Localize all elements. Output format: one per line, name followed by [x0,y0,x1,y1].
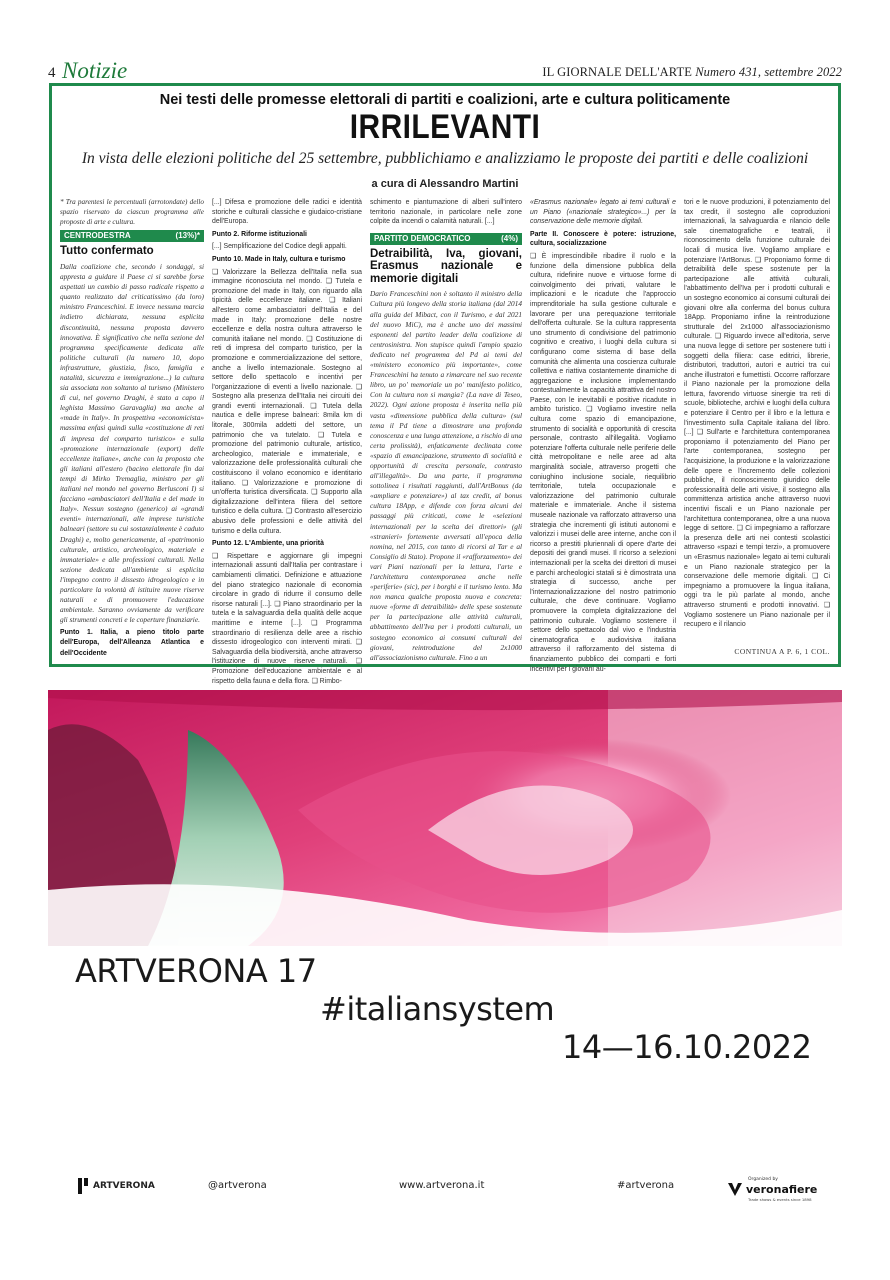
col2-point-2: Punto 2. Riforme istituzionali [212,230,307,238]
col5-text: tori e le nuove produzioni, il potenziamento del tax credit, il sostegno alle coproduzioni internazionali, la salvaguardia e rilancio delle sale cinematografiche e teatrali, il riconoscimento della funzione culturale dei locali di musica live. Vogliamo ampliare e potenziare l'ArtBonus. ❑ Proponiamo forme di detraibilità delle spese sostenute per la partecipazione alle attività culturali, l'abbattimento dell'Iva per i prodotti culturali e un sostegno economico ai consumi culturali dei giovani oltre alla conferma del bonus cultura 18App. Proponiamo infine la reintroduzione strutturale del 2x1000 all'associazionismo culturale. ❑ Riguardo invece all'editoria, serve una nuova legge di settore per sostenere tutti i soggetti della filiera: case editrici, librerie, distributori, traduttori, autori e autrici tra cui anche illustratori e fumettisti. Occorre rafforzare il Piano nazionale per la promozione della lettura, favorendo virtuose sinergie tra reti di scuole, biblioteche, archivi e luoghi della cultura e potenziare il Centro per il libro e la lettura e l'investimento sulla Capitale italiana del libro. [...] ❑ Sull'arte e l'architettura contemporanea proponiamo il potenziamento del Piano per l'arte contemporanea, sostegno per l'acquisizione, la produzione e la valorizzazione delle opere e l'incremento delle collezioni pubbliche, il riconoscimento giuridico delle professionalità delle arti visive, il sostegno alla committenza artistica anche attraverso nuovi incentivi fiscali e un Piano nazionale per l'architettura contemporanea, oltre a una nuova legge di settore. ❑ Ci impegniamo a rafforzare la presenza delle arti nei contesti scolastici attraverso «spazi e tempi terzi», a promuovere un «Erasmus nazionale» legato ai temi culturali e un Piano nazionale strategico per la conservazione delle memorie digitali. ❑ Ci impegniamo a promuovere la lingua italiana, oggi tra le più parlate al mondo, anche attraverso strumenti e prodotti innovativi. ❑ Vogliamo sostenere un Piano nazionale per il recupero e il rilancio [684,199,830,629]
column-4 [530,198,676,673]
footer-url[interactable]: www.artverona.it [399,1180,485,1191]
article-title: IRRILEVANTI [349,108,541,146]
pd-tag [370,233,522,245]
veronafiere-tagline: Trade shows & events since 1898 [748,1197,812,1202]
footer-handle[interactable]: @artverona [208,1180,267,1191]
artverona-logo-icon-bar [84,1178,88,1186]
col4-text-a: «Erasmus nazionale» legato ai temi culturali e un Piano («nazionale strategico»...) per la conservazione delle memorie digitali. [530,199,676,226]
pd-body: Dario Franceschini non è soltanto il ministro della Cultura più longevo della storia italiana (dal 2014 alla guida del Mibact, con il Turismo, e dal 2021 del nuovo MiC), ma è anche uno dei massimi esponenti del partito leader della coalizione di centrosinistra. Non stupisce quindi l'ampio spazio dedicato nel programma del Pd ai temi del «ministero economico più importante», come Franceschini ha tenuto a rimarcare nel suo recente libro, un po' memoriale un po' manifesto politico, Con la cultura non si mangia? (La nave di Teseo, 2022). Ogni azione proposta è inserita nella più vasta «dimensione pubblica della cultura» (sul tema il Pd tiene a dimostrare una profonda conoscenza e una lunga attenzione, a rischio di una certa prolissità), enfaticamente declinata come «spazio di emancipazione, strumento di socialità e opportunità di crescita personale, contrasto all'illegalità». Da una parte, il programma sottolinea i risultati raggiunti, dall'ArtBonus (da «ampliare e potenziare») al tax credit, al bonus cultura 18App, e difende con forza alcuni dei passaggi più criticati, come le «selezioni internazionali per la scelta dei direttori» (gli «stranieri» fortemente avversati all'epoca della nomina, nel 2015, con tanto di ricorsi al Tar e al Consiglio di Stato). Propone il «rafforzamento» dei vari Piani nazionali per la lettura, l'arte e l'architettura contemporanea anche nelle «periferie» (sic), per i borghi e il turismo lento. Ma non manca qualche proposta nuova e concreta: nuove «forme di detraibilità» delle spese sostenute per la partecipazione alle attività culturali, abbattimento dell'Iva per i prodotti culturali, un sostegno economico ai consumi culturali dei giovani, reintroduzione del 2x1000 all'associazionismo culturale. Fino a un [370,289,522,662]
col3-text-a: schimento e piantumazione di alberi sull'intero territorio nazionale, in particolare nelle zone colpite da incendi o calamità naturali. [...] [370,199,522,226]
article-kicker: Nei testi delle promesse elettorali di partiti e coalizioni, arte e cultura politicamente [159,92,731,108]
article-deck: In vista delle elezioni politiche del 25 settembre, pubblichiamo e analizziamo le proposte dei partiti e delle coalizioni [81,150,809,167]
ad-title: ARTVERONA 17 [75,952,317,990]
page-header [48,56,842,82]
col2-point-12: Punto 12. L'Ambiente, una priorità [212,540,324,548]
footer-hashtag[interactable]: #artverona [617,1180,675,1191]
article-frame [49,83,841,685]
centrodestra-percent: (13%)* [175,231,200,241]
centrodestra-label: CENTRODESTRA [64,231,131,241]
centrodestra-body: Dalla coalizione che, secondo i sondaggi, si appresta a guidare il Paese ci si sarebbe forse aspettati un cambio di passo radicale rispetto a quanto realizzato dal criticatissimo (da loro) ministro Franceschini. E invece nessuna marcia indietro dichiarata, nessuna esplicita discontinuità, nessuna proposta davvero innovativa. È significativo che nella sezione del programma specificamente dedicata alle politiche culturali (la numero 10, dopo infrastrutture, giustizia, fisco, famiglia e natalità, sicurezza e immigrazione...) la cultura sia associata non soltanto al turismo (Ministero di cui, nel governo Draghi, è stato a capo il leghista Massimo Garavaglia) ma anche al «made in Italy». In prospettiva «economicista» massima enfasi quindi sulla «costituzione di reti di impresa del comparto turistico» e sulla «promozione internazionale (export) delle eccellenze italiane», anche con la proposta che gli italiani all'estero (bacino elettorale fin dai tempi di Mirko Tremaglia, ministro per gli italiani nel mondo nel governo Berlusconi I) si facciano «ambasciatori dell'Italia e del made in Italy». Nessun sostegno (generico) ai «grandi eventi» internazionali, alle imprese turistiche balneari (settore su cui sostanzialmente è caduto Draghi) e, molto genericamente, al «patrimonio culturale, artistico, archeologico, materiale e immateriale» e alle professioni culturali. Nella sezione dedicata all'ambiente si esplicita l'impegno contro il dissesto idrogeologico e in particolare la volontà di istituire nuove riserve naturali e di promuovere l'educazione ambientale. Saranno ovviamente da verificare gli strumenti concreti e le coperture finanziarie. [60,261,204,625]
column-3 [370,198,522,662]
section-title: Notizie [62,58,128,83]
col2-text-a: [...] Difesa e promozione delle radici e identità storiche e culturali classiche e giudaico-cristiane dell'Europa. [212,199,362,226]
col2-point-10: Punto 10. Made in Italy, cultura e turismo [212,255,346,263]
continua-note: CONTINUA A P. 6, 1 COL. [734,647,830,656]
page-number: 4 [48,65,56,81]
column-1 [60,198,204,656]
veronafiere-logo-icon [727,1181,743,1197]
pd-title: Detraibilità, Iva, giovani, Erasmus nazionale e memorie digitali [370,247,522,285]
column-2 [212,198,362,685]
footer-logo-text: ARTVERONA [93,1181,155,1191]
article-byline: a cura di Alessandro Martini [371,178,519,190]
centrodestra-point-1: Punto 1. Italia, a pieno titolo parte dell'Europa, dell'Alleanza Atlantica e dell'Occidente [60,629,204,657]
publication-info [542,65,842,80]
artverona-logo-icon [78,1178,82,1194]
column-5 [684,198,830,644]
centrodestra-tag [60,230,204,242]
publication-name: IL GIORNALE DELL'ARTE [542,65,692,79]
col2-text-b: [...] Semplificazione del Codice degli appalti. [212,243,347,251]
advert-artwork [48,690,842,946]
veronafiere-name: veronafiere [746,1183,818,1196]
issue-info: Numero 431, settembre 2022 [695,65,842,79]
col4-parte-2: Parte II. Conoscere è potere: istruzione, cultura, socializzazione [530,230,676,248]
pd-percent: (4%) [501,233,518,243]
col2-text-c: ❑ Valorizzare la Bellezza dell'Italia nella sua immagine riconosciuta nel mondo. ❑ Tutela e promozione del made in Italy, con riguardo alla tipicità delle eccellenze italiane. ❑ Italiani all'estero come ambasciatori dell'Italia e del made in Italy: promozione delle nostre eccellenze e della nostra cultura attraverso le comunità italiane nel mondo. ❑ Costituzione di reti di impresa del comparto turistico, per la promozione e commercializzazione del settore, anche a livello internazionale. Sostegno al settore dello spettacolo e incentivi per l'organizzazione di eventi a livello nazionale. ❑ Sostegno alla presenza dell'Italia nei circuiti dei grandi eventi internazionali. ❑ Tutela della nautica e delle imprese balneari: 8mila km di litorale, 300mila addetti del settore, un patrimonio che va tutelato. ❑ Tutela e promozione del patrimonio culturale, artistico, archeologico, materiale e immateriale, e valorizzazione delle professionalità culturali che costituiscono il volano economico e identitario italiano. ❑ Valorizzazione e promozione di un'offerta turistica diversificata. ❑ Supporto alla digitalizzazione dell'intera filiera del settore turistico e della cultura. ❑ Contrasto all'esercizio abusivo delle professioni e delle attività del turismo e della cultura. [212,268,362,535]
ad-hashtag: #italiansystem [320,990,555,1028]
percentage-note: * Tra parentesi le percentuali (arrotondate) dello spazio riservato da ciascun programma alle proposte di arte e cultura. [60,198,204,226]
ad-dates: 14—16.10.2022 [562,1028,812,1066]
col2-text-d: ❑ Rispettare e aggiornare gli impegni internazionali assunti dall'Italia per contrastare i cambiamenti climatici. Definizione e attuazione del piano strategico nazionale di economia circolare in grado di ridurre il consumo delle risorse naturali [...]. ❑ Piano straordinario per la tutela e la salvaguardia della qualità delle acque marittime e interne [...]. ❑ Programma straordinario di resilienza delle aree a rischio dissesto idrogeologico con interventi mirati. ❑ Salvaguardia della biodiversità, anche attraverso l'istituzione di nuove riserve naturali. ❑ Promozione dell'educazione ambientale e al rispetto della fauna e della flora. ❑ Rimbo- [212,552,362,685]
pd-label: PARTITO DEMOCRATICO [374,233,471,243]
col4-text-b: ❑ È imprescindibile ribadire il ruolo e la funzione della dimensione pubblica della cultura, ridefinire nuove e virtuose forme di coinvolgimento dei privati, valutare le implicazioni e le ricadute che l'approccio imprenditoriale ha sulla gestione culturale e lavorare per una perequazione territoriale dell'offerta culturale. Se la cultura rappresenta uno strumento di condivisione del patrimonio cognitivo e creativo, i luoghi della cultura si configurano come sistema di base della comunità che alimenta una coscienza culturale collettiva e riattiva costantemente dinamiche di aggregazione e inclusione implementando contestualmente la capacità attrattiva del nostro Paese, con le inevitabili e positive ricadute in ambito turistico. ❑ Vogliamo investire nella cultura come spazio di emancipazione, strumento di socialità e opportunità di crescita personale, contrasto all'illegalità. Vogliamo potenziare l'offerta culturale nelle periferie delle città metropolitane e nelle aree ad alta marginalità sociale, attraverso progetti che coniughino inclusione sociale, riequilibrio territoriale, tutela occupazionale e valorizzazione del patrimonio culturale materiale e immateriale. Anche il sistema museale nazionale va rafforzato attraverso una strategia che incrementi gli istituti autonomi e valorizzi i musei delle aree interne, anche con il ricorso a prestiti pluriennali di opere d'arte dei depositi dei grandi musei. Il ricorso a selezioni internazionali per la scelta dei direttori di musei e parchi archeologici statali si è dimostrata una strategia di successo, anche per l'internazionalizzazione del nostro patrimonio culturale, che deve continuare. Vogliamo promuovere la completa digitalizzazione del patrimonio culturale. Vogliamo sostenere il settore dello spettacolo dal vivo e l'industria cinematografica e audiovisiva italiana attraverso il rafforzamento del sistema di finanziamento pubblico dei comparti e forti incentivi per i giovani au- [530,252,676,673]
organized-by-label: Organized by [748,1177,778,1182]
abstract-artwork [48,690,842,946]
centrodestra-title: Tutto confermato [60,245,154,258]
